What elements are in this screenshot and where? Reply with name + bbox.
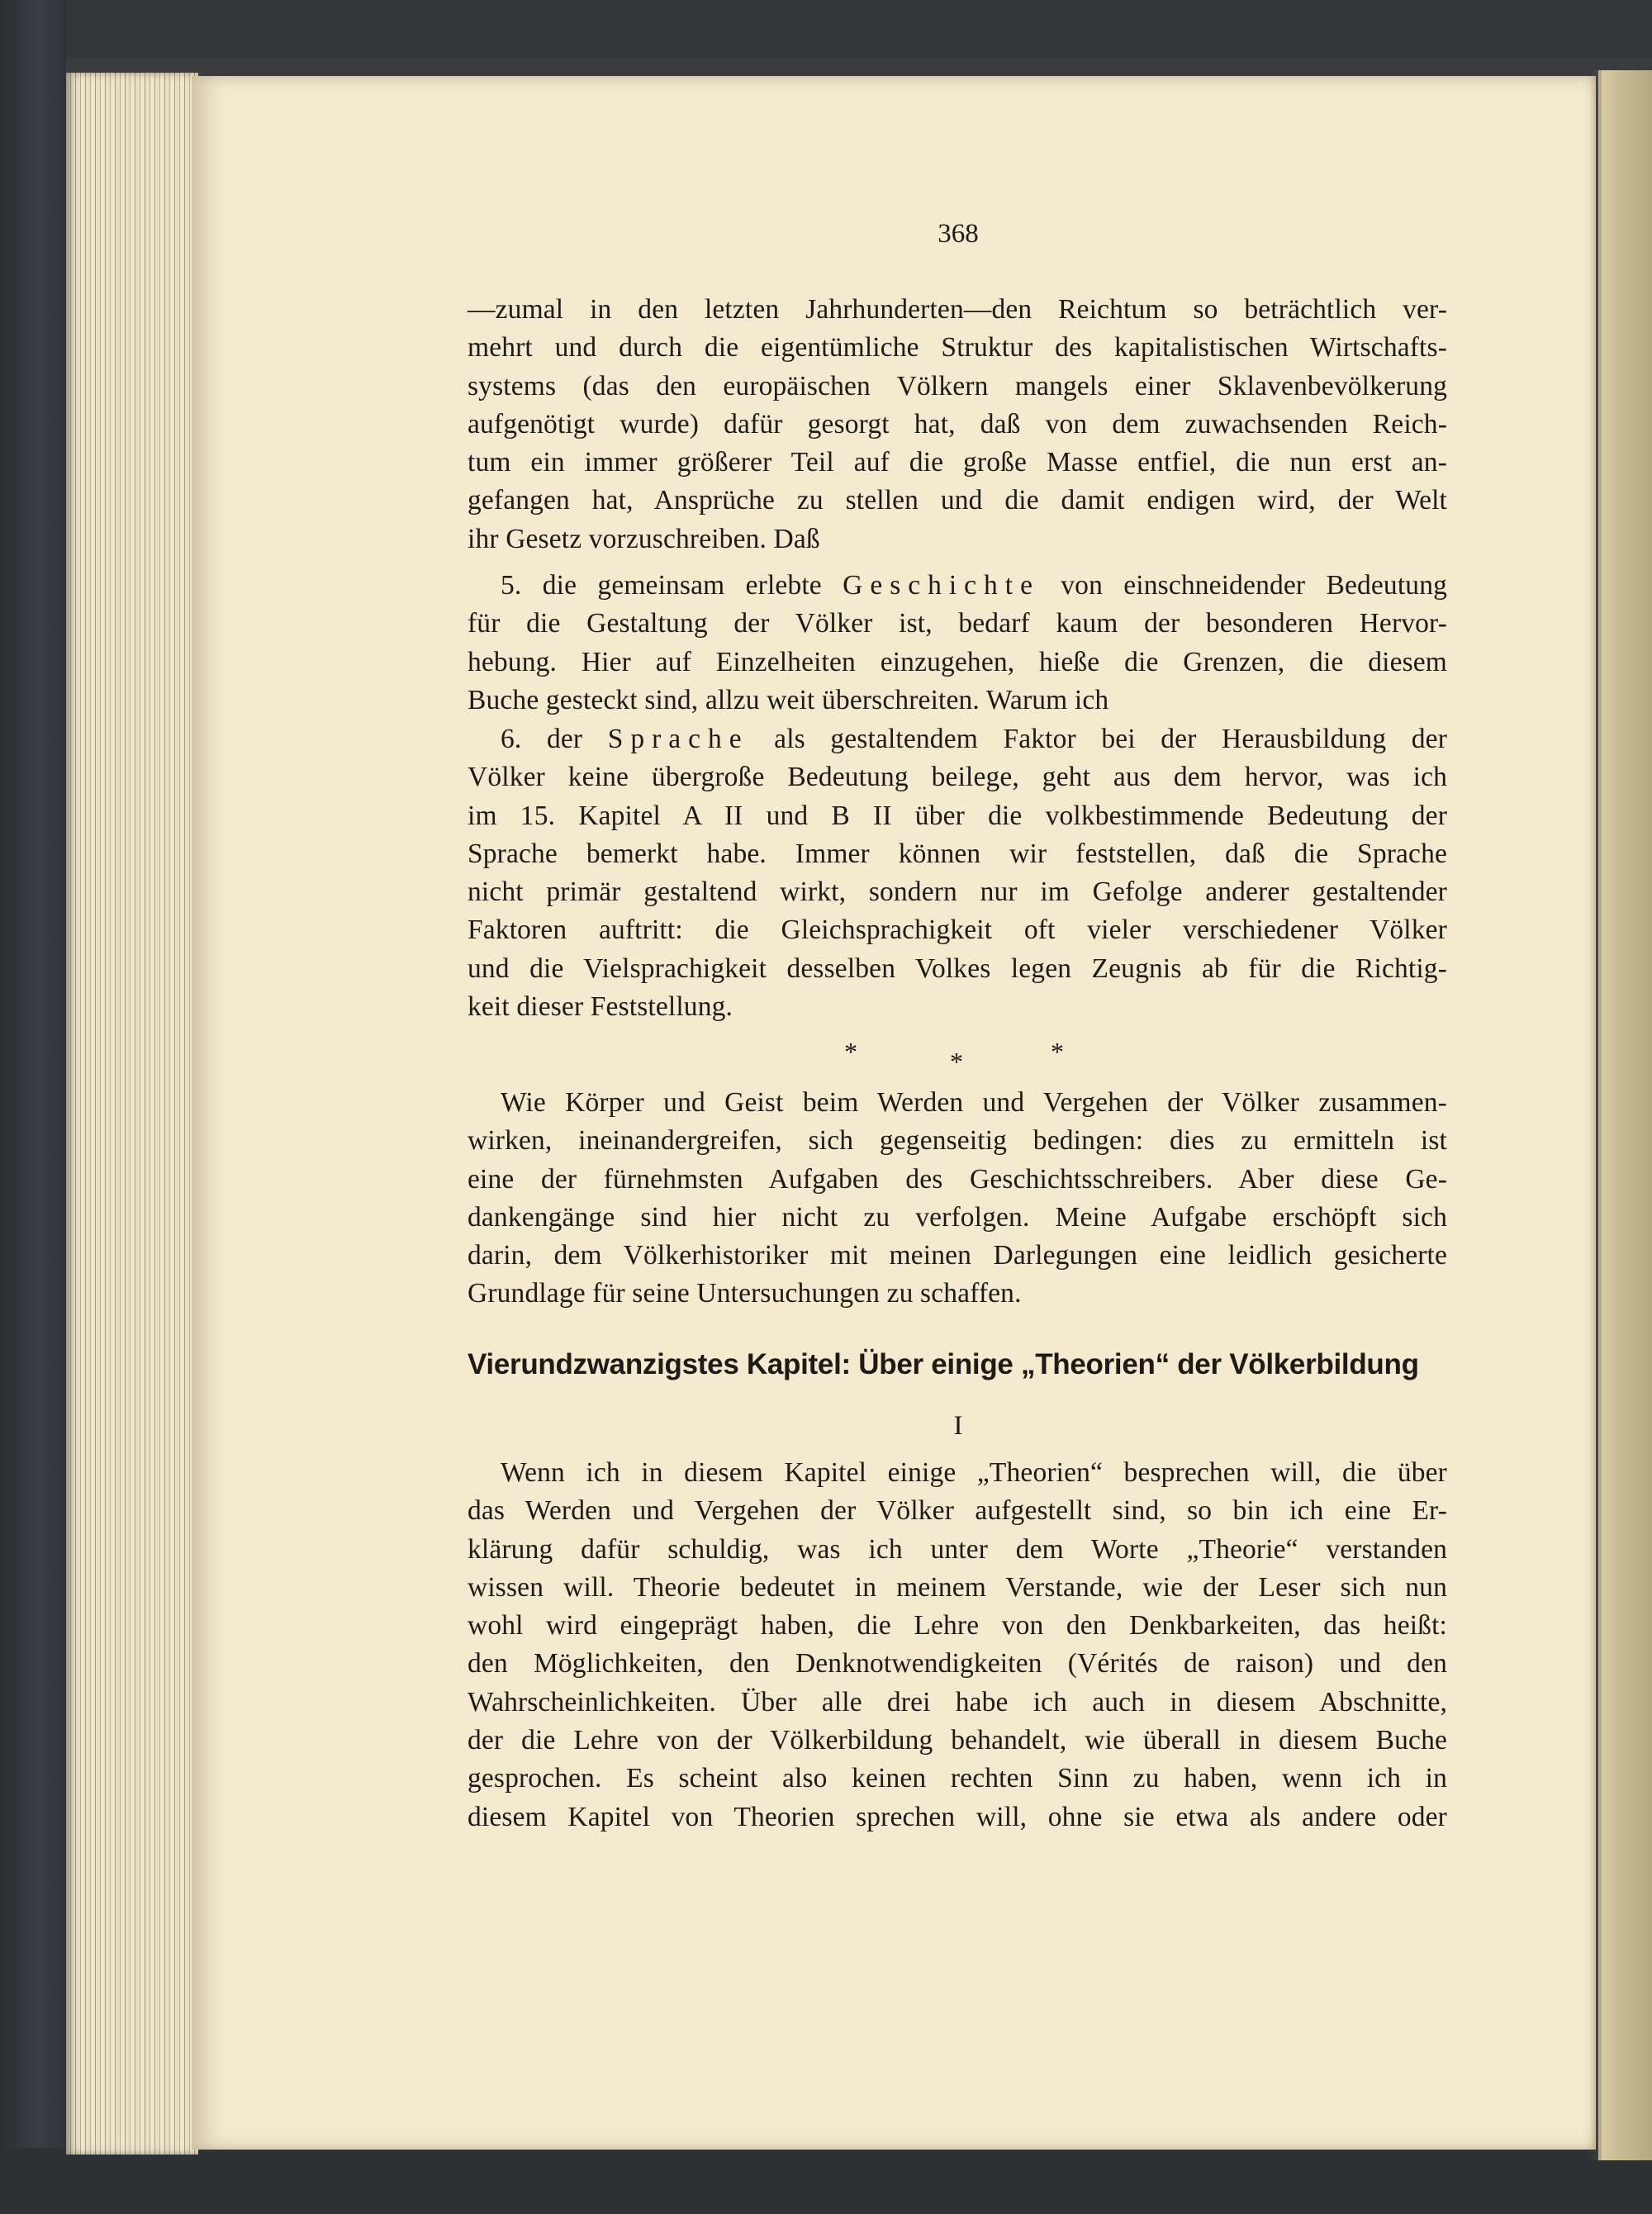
page-number: 368 bbox=[938, 219, 979, 249]
book-cover-bottom bbox=[0, 2148, 1652, 2214]
book-cover-top bbox=[0, 0, 1652, 58]
asterisk: * bbox=[1051, 1037, 1064, 1067]
text-line: und die Vielsprachigkeit desselben Volkes legen Zeugnis ab für die Richtig- bbox=[468, 953, 1447, 984]
text-line: dankengänge sind hier nicht zu verfolgen. Meine Aufgabe erschöpft sich bbox=[468, 1201, 1447, 1233]
text-line: klärung dafür schuldig, was ich unter dem Worte „Theorie“ verstanden bbox=[468, 1533, 1447, 1565]
text-run: 5. die gemeinsam erlebte bbox=[501, 570, 843, 601]
text-line: gesprochen. Es scheint also keinen rechten Sinn zu haben, wenn ich in bbox=[468, 1763, 1447, 1794]
text-line: gefangen hat, Ansprüche zu stellen und die damit endigen wird, der Welt bbox=[468, 485, 1447, 516]
text-line bbox=[468, 720, 1447, 758]
paragraph-2 bbox=[468, 567, 1447, 720]
text-line: Wenn ich in diesem Kapitel einige „Theorien“ besprechen will, die über bbox=[501, 1457, 1447, 1488]
text-run: von einschneidender Bedeutung bbox=[1039, 570, 1447, 601]
text-line: im 15. Kapitel A II und B II über die volkbestimmende Bedeutung der bbox=[468, 800, 1447, 831]
text-line: Grundlage für seine Untersuchungen zu schaffen. bbox=[468, 1278, 1022, 1309]
text-line bbox=[468, 567, 1447, 605]
section-numeral: I bbox=[953, 1411, 963, 1441]
text-line: Sprache bemerkt habe. Immer können wir feststellen, daß die Sprache bbox=[468, 838, 1447, 869]
text-run: als gestaltendem Faktor bei der Herausbildung der bbox=[748, 724, 1447, 754]
text-line: aufgenötigt wurde) dafür gesorgt hat, daß von dem zuwachsenden Reich- bbox=[468, 408, 1447, 439]
text-line: Wahrscheinlichkeiten. Über alle drei habe ich auch in diesem Abschnitte, bbox=[468, 1686, 1447, 1718]
paragraph-3 bbox=[468, 720, 1447, 1026]
text-line: diesem Kapitel von Theorien sprechen will, ohne sie etwa als andere oder bbox=[468, 1801, 1447, 1832]
page-gutter-shadow bbox=[1590, 70, 1602, 2160]
spaced-emphasis: Sprache bbox=[607, 724, 749, 754]
right-page-edges bbox=[1598, 70, 1652, 2160]
text-line: eine der fürnehmsten Aufgaben des Geschichtsschreibers. Aber diese Ge- bbox=[468, 1163, 1447, 1195]
spaced-emphasis: Geschichte bbox=[843, 570, 1040, 601]
paragraph-4 bbox=[468, 1084, 1447, 1314]
text-line: nicht primär gestaltend wirkt, sondern nur im Gefolge anderer gestaltender bbox=[468, 877, 1447, 908]
book-cover-spine bbox=[0, 0, 66, 2214]
chapter-title: Vierundzwanzigstes Kapitel: Über einige „Theorien“ der Völkerbildung bbox=[468, 1348, 1419, 1380]
text-line: mehrt und durch die eigentümliche Struktur des kapitalistischen Wirtschafts- bbox=[468, 332, 1447, 363]
text-line: den Möglichkeiten, den Denknotwendigkeiten (Vérités de raison) und den bbox=[468, 1648, 1447, 1680]
text-line: hebung. Hier auf Einzelheiten einzugehen, hieße die Grenzen, die diesem bbox=[468, 646, 1447, 677]
text-run: 6. der bbox=[501, 724, 608, 754]
text-line: —zumal in den letzten Jahrhunderten—den Reichtum so beträchtlich ver- bbox=[468, 294, 1447, 325]
text-line: wissen will. Theorie bedeutet in meinem Verstande, wie der Leser sich nun bbox=[468, 1571, 1447, 1603]
paragraph-1 bbox=[468, 291, 1447, 558]
text-line: wirken, ineinandergreifen, sich gegenseitig bedingen: dies zu ermitteln ist bbox=[468, 1125, 1447, 1157]
text-line: Wie Körper und Geist beim Werden und Vergehen der Völker zusammen- bbox=[501, 1087, 1447, 1118]
text-line: der die Lehre von der Völkerbildung behandelt, wie überall in diesem Buche bbox=[468, 1725, 1447, 1756]
paragraph-5 bbox=[468, 1454, 1447, 1836]
text-line: ihr Gesetz vorzuschreiben. Daß bbox=[468, 523, 820, 554]
section-asterism bbox=[826, 1037, 1090, 1078]
text-line: systems (das den europäischen Völkern mangels einer Sklavenbevölkerung bbox=[468, 370, 1447, 401]
text-line: keit dieser Feststellung. bbox=[468, 991, 733, 1023]
asterisk: * bbox=[950, 1047, 963, 1076]
text-line: tum ein immer größerer Teil auf die große Masse entfiel, die nun erst an- bbox=[468, 447, 1447, 478]
text-line: wohl wird eingeprägt haben, die Lehre von den Denkbarkeiten, das heißt: bbox=[468, 1610, 1447, 1641]
asterisk: * bbox=[844, 1037, 857, 1067]
text-line: darin, dem Völkerhistoriker mit meinen Darlegungen eine leidlich gesicherte bbox=[468, 1240, 1447, 1271]
page-stack-edges bbox=[66, 73, 198, 2155]
text-line: das Werden und Vergehen der Völker aufgestellt sind, so bin ich eine Er- bbox=[468, 1495, 1447, 1527]
text-line: Faktoren auftritt: die Gleichsprachigkeit oft vieler verschiedener Völker bbox=[468, 915, 1447, 946]
text-line: Völker keine übergroße Bedeutung beilege, geht aus dem hervor, was ich bbox=[468, 762, 1447, 793]
text-line: für die Gestaltung der Völker ist, bedarf kaum der besonderen Hervor- bbox=[468, 608, 1447, 639]
text-line: Buche gesteckt sind, allzu weit überschreiten. Warum ich bbox=[468, 684, 1109, 715]
